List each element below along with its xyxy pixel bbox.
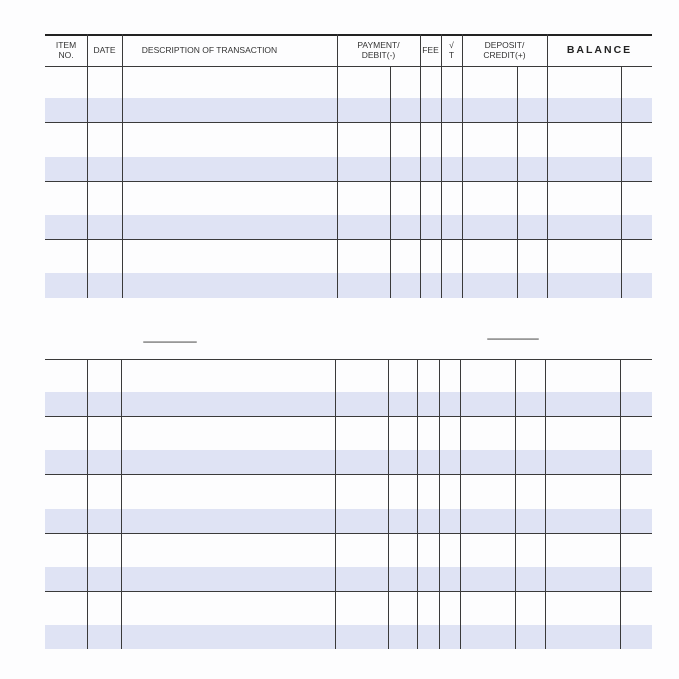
column-divider	[621, 66, 622, 298]
column-divider	[545, 359, 546, 649]
column-divider	[547, 34, 548, 298]
row-band	[45, 157, 652, 181]
date-header: DATE	[93, 45, 116, 55]
column-divider	[335, 359, 336, 649]
column-divider	[390, 66, 391, 298]
check-t-header: √ T	[448, 40, 455, 60]
row-band	[45, 450, 652, 474]
row-band	[45, 567, 652, 591]
row-band	[45, 509, 652, 533]
row-band	[45, 392, 652, 416]
row-band	[45, 98, 652, 122]
row-rule	[45, 122, 652, 123]
row-rule	[45, 591, 652, 592]
column-divider	[620, 359, 621, 649]
staple	[143, 341, 197, 343]
staple	[487, 338, 539, 340]
row-rule	[45, 474, 652, 475]
column-divider	[337, 34, 338, 298]
row-rule	[45, 181, 652, 182]
column-divider	[87, 34, 88, 298]
fee-header: FEE	[422, 45, 439, 55]
row-rule	[45, 416, 652, 417]
column-divider	[462, 34, 463, 298]
deposit-credit-header: DEPOSIT/ CREDIT(+)	[483, 40, 526, 60]
row-band	[45, 215, 652, 239]
row-band	[45, 625, 652, 649]
row-rule	[45, 359, 652, 360]
row-rule	[45, 239, 652, 240]
header-bottom-rule	[45, 66, 652, 67]
row-rule	[45, 533, 652, 534]
column-divider	[121, 359, 122, 649]
payment-debit-header: PAYMENT/ DEBIT(-)	[357, 40, 400, 60]
column-divider	[388, 359, 389, 649]
column-divider	[515, 359, 516, 649]
column-divider	[460, 359, 461, 649]
description-header: DESCRIPTION OF TRANSACTION	[141, 45, 278, 55]
row-band	[45, 273, 652, 298]
column-divider	[517, 66, 518, 298]
column-divider	[439, 359, 440, 649]
item-no-header: ITEM NO.	[55, 40, 77, 60]
column-divider	[420, 34, 421, 298]
column-divider	[87, 359, 88, 649]
column-divider	[122, 34, 123, 298]
column-divider	[417, 359, 418, 649]
column-divider	[441, 34, 442, 298]
bottom-register-table	[45, 359, 652, 649]
balance-header: BALANCE	[566, 44, 633, 56]
top-register-table	[45, 34, 652, 298]
